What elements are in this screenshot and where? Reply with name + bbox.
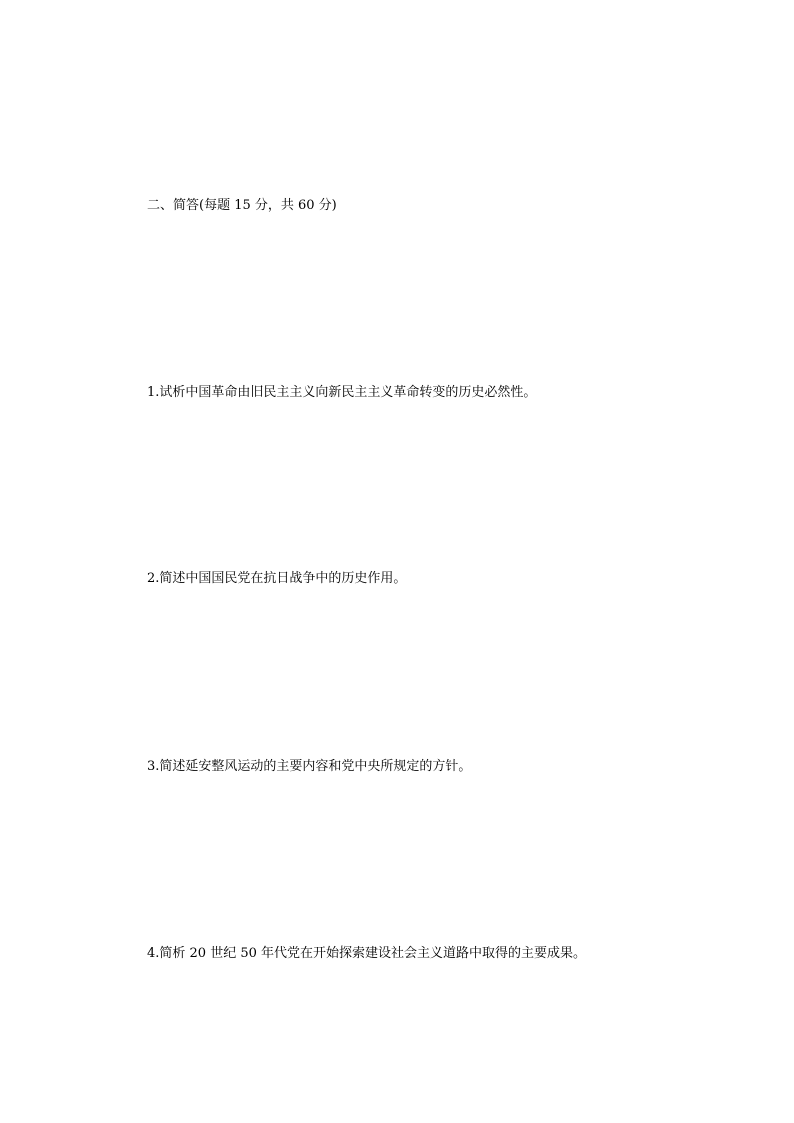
section-heading: 二、简答(每题 15 分，共 60 分) [147,198,337,213]
question-3: 3.简述延安整风运动的主要内容和党中央所规定的方针。 [147,759,472,774]
question-2: 2.简述中国国民党在抗日战争中的历史作用。 [147,571,407,586]
question-4: 4.简析 20 世纪 50 年代党在开始探索建设社会主义道路中取得的主要成果。 [147,946,587,961]
question-1: 1.试析中国革命由旧民主主义向新民主主义革命转变的历史必然性。 [147,385,537,400]
